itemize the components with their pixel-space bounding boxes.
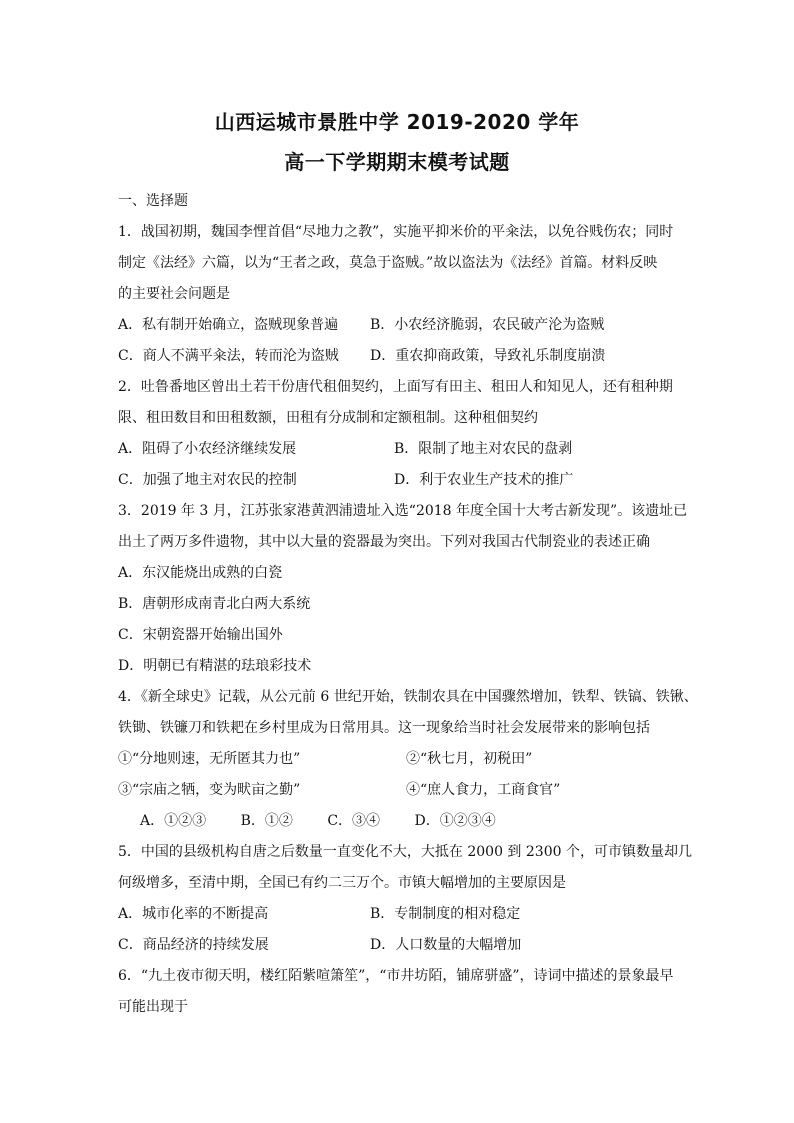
question-1-option-c: C．商人不满平籴法，转而沦为盗贼 [118,348,339,364]
question-5-option-a: A．城市化率的不断提高 [118,906,269,922]
question-1-line-1: 1．战国初期，魏国李悝首倡“尽地力之教”，实施平抑米价的平籴法，以免谷贱伤农；同时 [118,224,674,240]
question-3-option-d: D．明朝已有精湛的珐琅彩技术 [118,658,312,674]
exam-subtitle: 高一下学期期末模考试题 [284,150,510,174]
question-2-line-2: 限、租田数目和田租数额，田租有分成制和定额租制。这种租佃契约 [118,410,538,426]
question-3-option-b: B．唐朝形成南青北白两大系统 [118,596,311,612]
question-4-statement-4: ④“庶人食力，工商食官” [406,782,561,798]
question-5-option-d: D．人口数量的大幅增加 [370,937,522,953]
question-4-option-b: B．①② [240,813,293,829]
question-4-statements-row-1 [118,744,688,775]
question-4-line-2: 铁锄、铁镰刀和铁耙在乡村里成为日常用具。这一现象给当时社会发展带来的影响包括 [118,720,650,736]
question-3-line-1: 3．2019 年 3 月，江苏张家港黄泗浦遗址入选“2018 年度全国十大考古新发现”。该遗址已 [118,503,688,519]
question-4-option-d: D．①②③④ [414,813,496,829]
question-1-options-row-1 [118,310,688,341]
exam-content [118,186,698,1023]
question-1-option-a: A．私有制开始确立，盗贼现象普遍 [118,317,339,333]
question-6-line-1: 6．“九土夜市彻天明，楼红陌紫喧箫笙”，“市井坊陌，铺席骈盛”，诗词中描述的景象最早 [118,968,674,984]
question-2-options-row-2 [118,465,688,496]
question-2-line-1: 2．吐鲁番地区曾出土若干份唐代租佃契约，上面写有田主、租田人和知见人，还有租种期 [118,379,673,395]
question-6-line-2: 可能出现于 [118,999,188,1015]
question-5-option-b: B．专制制度的相对稳定 [370,906,521,922]
question-3-option-a: A．东汉能烧出成熟的白瓷 [118,565,283,581]
question-1-option-d: D．重农抑商政策，导致礼乐制度崩溃 [370,348,606,364]
question-4-options [118,806,688,837]
question-4-option-a: A．①②③ [140,813,207,829]
question-1-options-row-2 [118,341,688,372]
question-1-line-2: 制定《法经》六篇，以为“王者之政，莫急于盗贼。”故以盗法为《法经》首篇。材料反映 [118,255,658,271]
question-4-option-c: C．③④ [327,813,381,829]
question-4-statement-1: ①“分地则速，无所匿其力也” [118,751,301,767]
question-4-statement-3: ③“宗庙之牺，变为畎亩之勤” [118,782,301,798]
question-4-statements-row-2 [118,775,688,806]
question-2-option-d: D．利于农业生产技术的推广 [394,472,574,488]
question-1-option-b: B．小农经济脆弱，农民破产沦为盗贼 [370,317,605,333]
question-5-options-row-1 [118,899,688,930]
question-4-line-1: 4．《新全球史》记载，从公元前 6 世纪开始，铁制农具在中国骤然增加，铁犁、铁镐、铁锹、 [118,689,698,705]
question-5-option-c: C．商品经济的持续发展 [118,937,269,953]
exam-title: 山西运城市景胜中学 2019-2020 学年 [214,110,580,134]
question-4-statement-2: ②“秋七月，初税田” [406,751,533,767]
question-3-option-c: C．宋朝瓷器开始输出国外 [118,627,283,643]
question-2-options-row-1 [118,434,688,465]
question-5-line-2: 何级增多，至清中期，全国已有约二三万个。市镇大幅增加的主要原因是 [118,875,566,891]
question-5-options-row-2 [118,930,688,961]
question-2-option-c: C．加强了地主对农民的控制 [118,472,297,488]
question-2-option-b: B．限制了地主对农民的盘剥 [394,441,573,457]
question-5-line-1: 5．中国的县级机构自唐之后数量一直变化不大，大抵在 2000 到 2300 个，可市镇数量却几 [118,844,692,860]
section-heading: 一、选择题 [118,193,188,209]
question-1-line-3: 的主要社会问题是 [118,286,230,302]
question-2-option-a: A．阻碍了小农经济继续发展 [118,441,297,457]
question-3-line-2: 出土了两万多件遗物，其中以大量的瓷器最为突出。下列对我国古代制瓷业的表述正确 [118,534,650,550]
